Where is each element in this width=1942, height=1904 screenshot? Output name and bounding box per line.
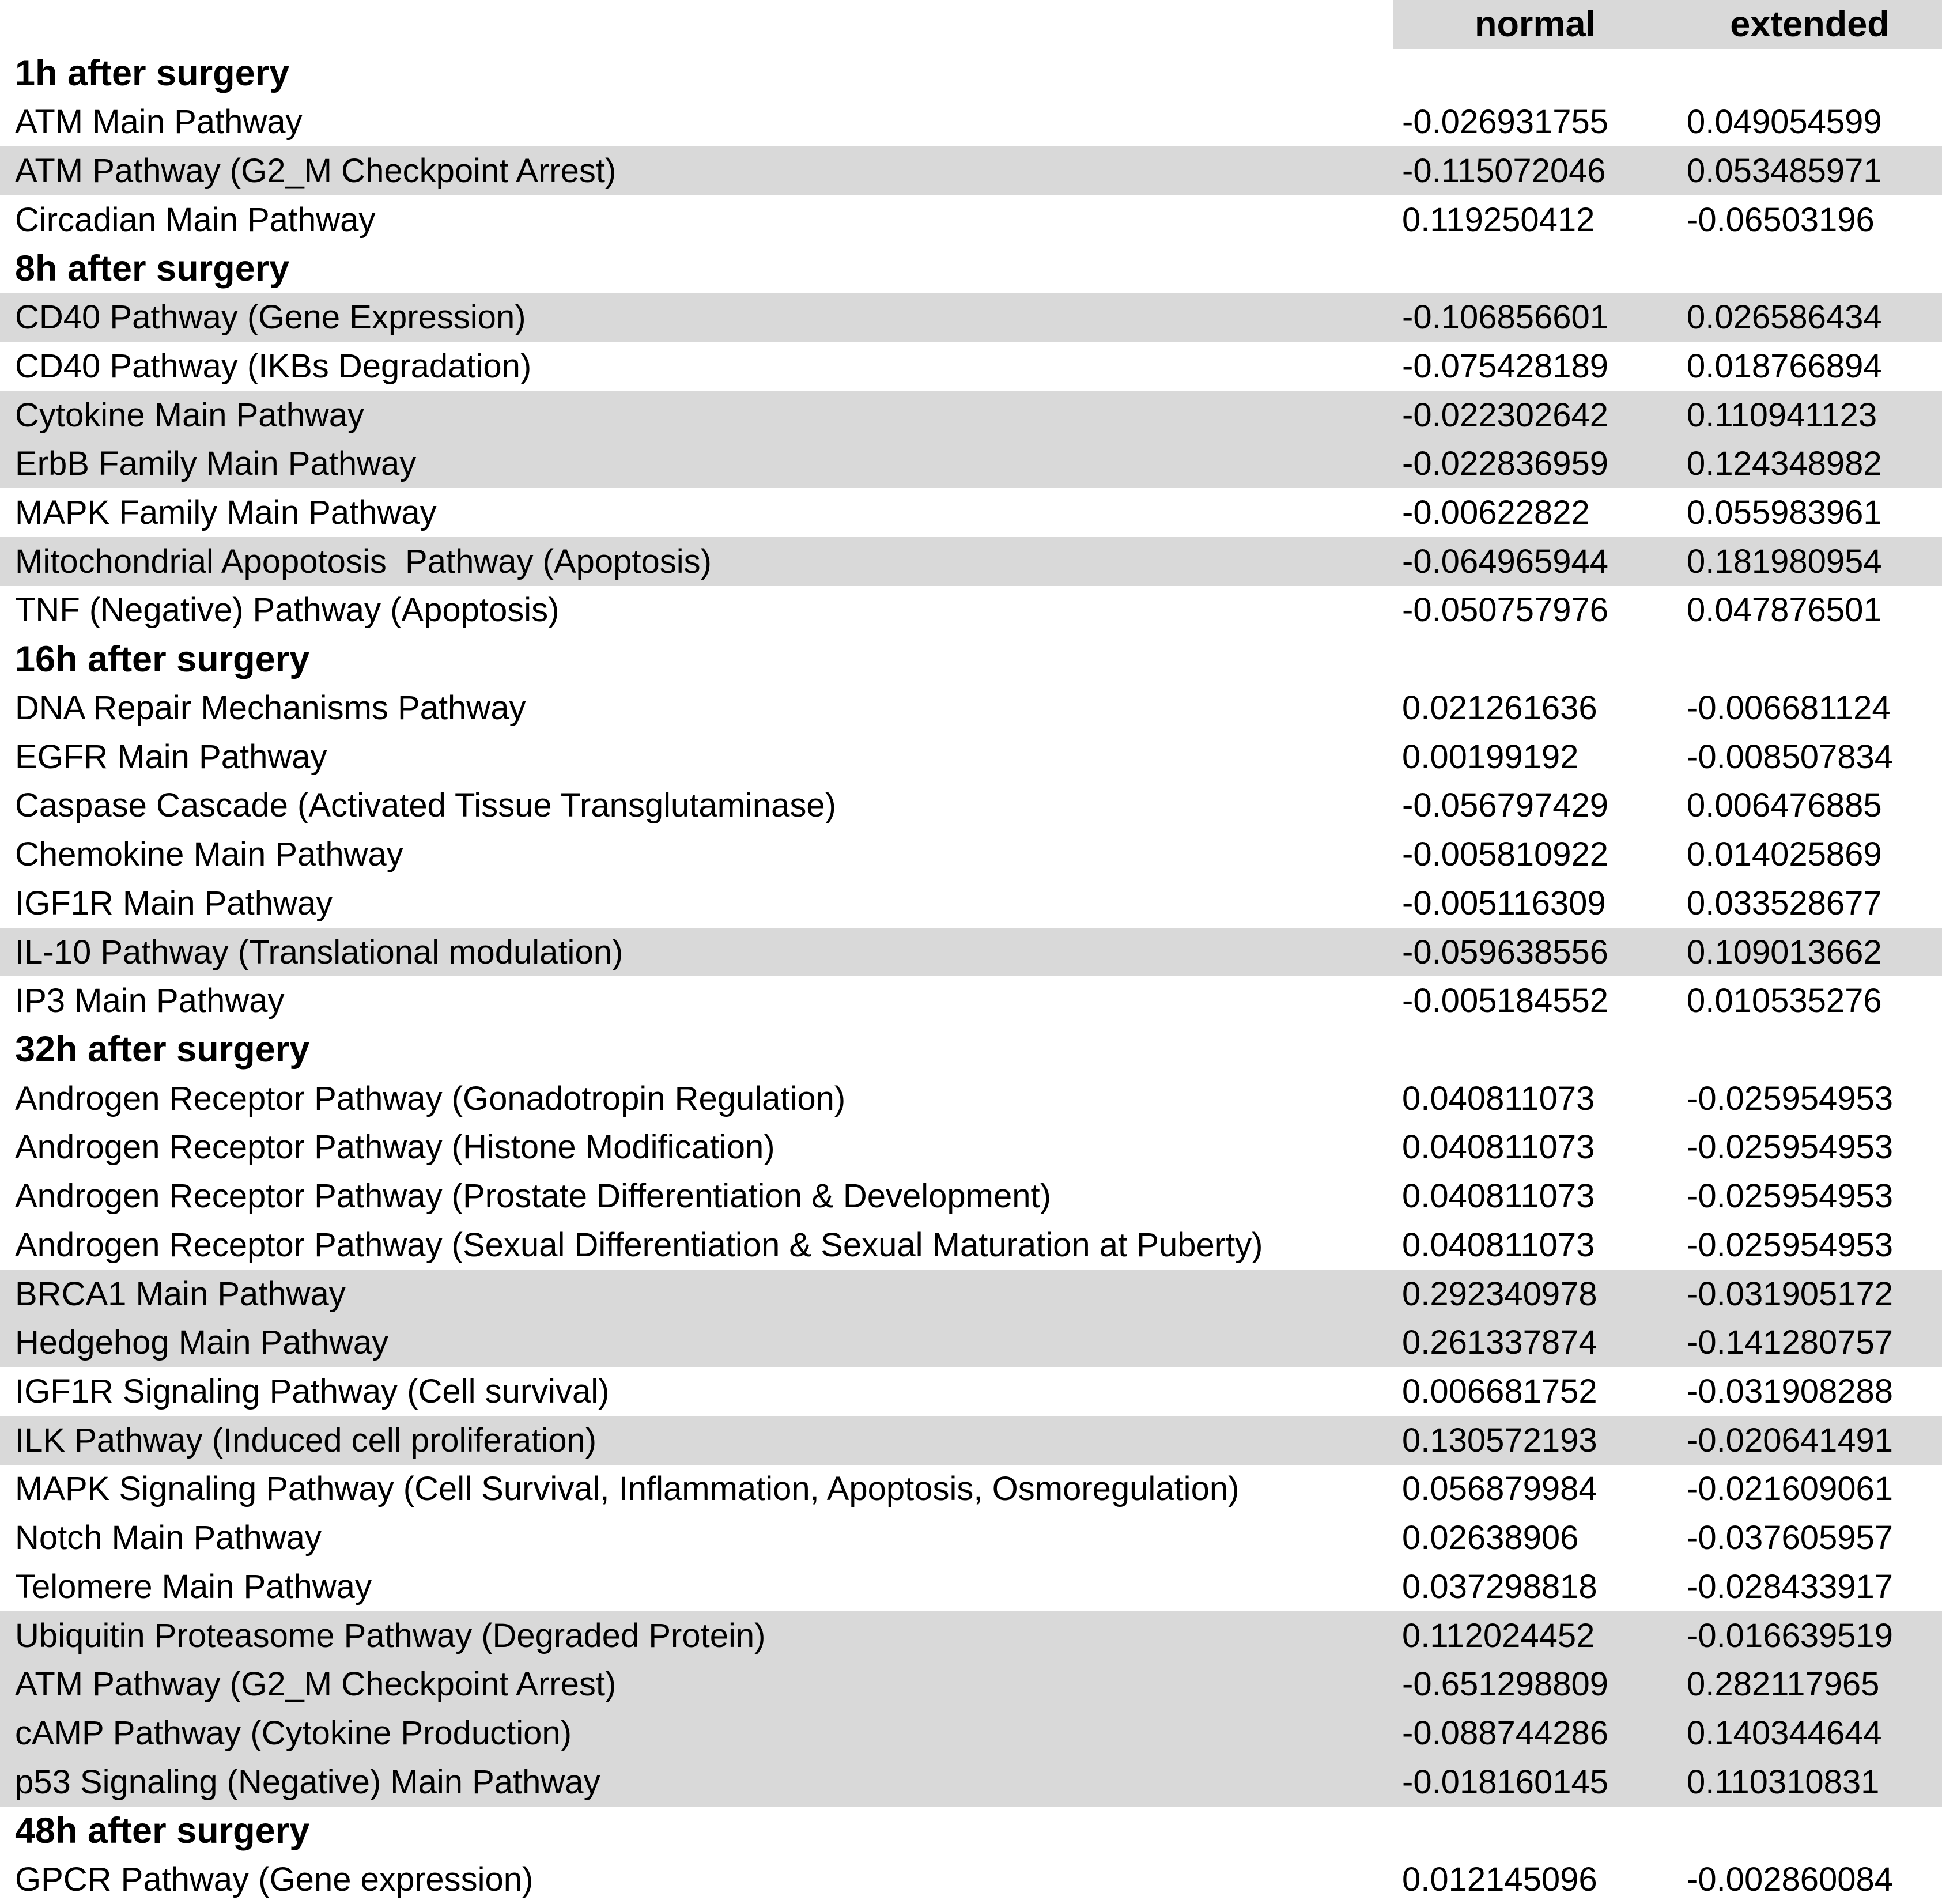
extended-value: -0.020641491 (1687, 1421, 1893, 1459)
extended-value: 0.018766894 (1687, 347, 1882, 385)
normal-value: 0.056879984 (1402, 1470, 1597, 1508)
extended-value: 0.181980954 (1687, 542, 1882, 580)
pathway-name: ATM Main Pathway (15, 103, 303, 141)
table-row (0, 1074, 1942, 1123)
normal-value: -0.056797429 (1402, 787, 1608, 825)
normal-value: -0.075428189 (1402, 347, 1608, 385)
normal-value: -0.050757976 (1402, 591, 1608, 629)
extended-value: 0.055983961 (1687, 494, 1882, 532)
normal-value: -0.005810922 (1402, 836, 1608, 874)
normal-value: 0.112024452 (1402, 1616, 1595, 1654)
pathway-name: Cytokine Main Pathway (15, 396, 365, 434)
normal-value: -0.022836959 (1402, 445, 1608, 483)
pathway-name: Caspase Cascade (Activated Tissue Transglutaminase) (15, 787, 836, 825)
normal-value: -0.026931755 (1402, 103, 1608, 141)
table-row (0, 146, 1942, 195)
table-row (0, 928, 1942, 977)
extended-value: -0.031905172 (1687, 1275, 1893, 1313)
pathway-name: p53 Signaling (Negative) Main Pathway (15, 1763, 600, 1801)
normal-value: 0.119250412 (1402, 201, 1595, 239)
table-row (0, 1562, 1942, 1611)
extended-value: -0.025954953 (1687, 1177, 1893, 1215)
pathway-name: IL-10 Pathway (Translational modulation) (15, 933, 624, 971)
extended-value: 0.053485971 (1687, 152, 1882, 190)
normal-value: 0.040811073 (1402, 1079, 1595, 1117)
table-body (0, 49, 1942, 1904)
table-row (0, 1172, 1942, 1221)
extended-value: -0.006681124 (1687, 689, 1891, 727)
extended-value: 0.282117965 (1687, 1665, 1880, 1703)
section-header-row (0, 1025, 1942, 1074)
table-row (0, 488, 1942, 537)
pathway-name: BRCA1 Main Pathway (15, 1275, 346, 1313)
extended-value: 0.110310831 (1687, 1763, 1880, 1801)
extended-value: -0.025954953 (1687, 1128, 1893, 1166)
extended-value: -0.016639519 (1687, 1616, 1893, 1654)
normal-value: 0.02638906 (1402, 1519, 1579, 1557)
table-row (0, 781, 1942, 830)
extended-value: -0.037605957 (1687, 1519, 1893, 1557)
table-row (0, 195, 1942, 244)
pathway-name: IP3 Main Pathway (15, 982, 285, 1020)
extended-value: 0.124348982 (1687, 445, 1882, 483)
section-title: 32h after surgery (15, 1029, 310, 1070)
extended-value: 0.047876501 (1687, 591, 1882, 629)
extended-value: -0.025954953 (1687, 1226, 1893, 1264)
pathway-name: EGFR Main Pathway (15, 738, 327, 776)
normal-value: -0.00622822 (1402, 494, 1590, 532)
pathway-name: IGF1R Main Pathway (15, 884, 333, 922)
extended-value: -0.141280757 (1687, 1324, 1893, 1362)
extended-value: 0.006476885 (1687, 787, 1882, 825)
normal-value: 0.012145096 (1402, 1861, 1597, 1899)
table-row (0, 293, 1942, 342)
table-row (0, 1416, 1942, 1465)
normal-value: -0.059638556 (1402, 933, 1608, 971)
table-row (0, 586, 1942, 635)
pathway-name: GPCR Pathway (Gene expression) (15, 1861, 534, 1899)
table-row (0, 683, 1942, 732)
pathway-name: ILK Pathway (Induced cell proliferation) (15, 1421, 597, 1459)
pathway-name: Circadian Main Pathway (15, 201, 376, 239)
table-row (0, 439, 1942, 488)
pathway-name: DNA Repair Mechanisms Pathway (15, 689, 526, 727)
table-row (0, 830, 1942, 879)
extended-value: 0.033528677 (1687, 884, 1882, 922)
extended-value: 0.109013662 (1687, 933, 1882, 971)
pathway-name: ATM Pathway (G2_M Checkpoint Arrest) (15, 1665, 617, 1703)
extended-value: 0.140344644 (1687, 1714, 1882, 1752)
normal-value: 0.261337874 (1402, 1324, 1597, 1362)
normal-value: -0.018160145 (1402, 1763, 1608, 1801)
normal-value: -0.106856601 (1402, 299, 1608, 337)
normal-value: 0.006681752 (1402, 1372, 1597, 1410)
pathway-name: Telomere Main Pathway (15, 1567, 372, 1605)
table-row (0, 97, 1942, 146)
extended-value: -0.031908288 (1687, 1372, 1893, 1410)
section-header-row (0, 49, 1942, 98)
table-row (0, 1221, 1942, 1270)
normal-value: -0.005184552 (1402, 982, 1608, 1020)
table-row (0, 1855, 1942, 1904)
pathway-name: Androgen Receptor Pathway (Gonadotropin Regulation) (15, 1079, 846, 1117)
normal-value: -0.115072046 (1402, 152, 1606, 190)
pathway-name: ATM Pathway (G2_M Checkpoint Arrest) (15, 152, 617, 190)
table-row (0, 1270, 1942, 1319)
pathway-name: Ubiquitin Proteasome Pathway (Degraded Protein) (15, 1616, 766, 1654)
normal-value: 0.130572193 (1402, 1421, 1597, 1459)
normal-value: 0.021261636 (1402, 689, 1597, 727)
normal-value: 0.00199192 (1402, 738, 1579, 776)
pathway-name: IGF1R Signaling Pathway (Cell survival) (15, 1372, 610, 1410)
table-row (0, 537, 1942, 586)
extended-value: 0.014025869 (1687, 836, 1882, 874)
table-row (0, 1465, 1942, 1514)
section-header-row (0, 1807, 1942, 1856)
normal-value: -0.651298809 (1402, 1665, 1608, 1703)
pathway-name: Hedgehog Main Pathway (15, 1324, 389, 1362)
section-title: 1h after surgery (15, 53, 290, 94)
pathway-name: CD40 Pathway (IKBs Degradation) (15, 347, 532, 385)
pathway-name: MAPK Signaling Pathway (Cell Survival, Inflammation, Apoptosis, Osmoregulation) (15, 1470, 1240, 1508)
normal-value: -0.064965944 (1402, 542, 1608, 580)
table-row (0, 1367, 1942, 1416)
section-title: 16h after surgery (15, 639, 310, 679)
normal-value: -0.088744286 (1402, 1714, 1608, 1752)
extended-value: 0.049054599 (1687, 103, 1882, 141)
section-title: 48h after surgery (15, 1810, 310, 1851)
table-row (0, 976, 1942, 1025)
table-row (0, 1758, 1942, 1807)
pathway-name: MAPK Family Main Pathway (15, 494, 437, 532)
normal-value: -0.005116309 (1402, 884, 1606, 922)
section-title: 8h after surgery (15, 248, 290, 289)
extended-value: 0.110941123 (1687, 396, 1877, 434)
normal-value: -0.022302642 (1402, 396, 1608, 434)
pathway-name: Androgen Receptor Pathway (Histone Modification) (15, 1128, 775, 1166)
table-row (0, 1513, 1942, 1562)
extended-value: -0.028433917 (1687, 1567, 1893, 1605)
table-row (0, 391, 1942, 440)
pathway-name: Notch Main Pathway (15, 1519, 322, 1557)
table-row (0, 1611, 1942, 1660)
pathway-name: Chemokine Main Pathway (15, 836, 403, 874)
pathway-name: Mitochondrial Apopotosis Pathway (Apoptosis) (15, 542, 712, 580)
column-header-extended: extended (1677, 0, 1942, 49)
pathway-name: Androgen Receptor Pathway (Sexual Differentiation & Sexual Maturation at Puberty) (15, 1226, 1263, 1264)
table-row (0, 879, 1942, 928)
extended-value: 0.026586434 (1687, 299, 1882, 337)
table-row (0, 732, 1942, 781)
table-row (0, 342, 1942, 391)
section-header-row (0, 244, 1942, 293)
table-row (0, 1318, 1942, 1367)
pathway-name: ErbB Family Main Pathway (15, 445, 417, 483)
section-header-row (0, 634, 1942, 683)
normal-value: 0.037298818 (1402, 1567, 1597, 1605)
pathway-name: CD40 Pathway (Gene Expression) (15, 299, 526, 337)
table-row (0, 1123, 1942, 1172)
extended-value: -0.002860084 (1687, 1861, 1893, 1899)
extended-value: -0.025954953 (1687, 1079, 1893, 1117)
table-row (0, 1709, 1942, 1758)
normal-value: 0.040811073 (1402, 1128, 1595, 1166)
pathway-name: TNF (Negative) Pathway (Apoptosis) (15, 591, 560, 629)
normal-value: 0.292340978 (1402, 1275, 1597, 1313)
normal-value: 0.040811073 (1402, 1177, 1595, 1215)
extended-value: -0.021609061 (1687, 1470, 1893, 1508)
extended-value: 0.010535276 (1687, 982, 1882, 1020)
pathway-name: Androgen Receptor Pathway (Prostate Differentiation & Development) (15, 1177, 1051, 1215)
table-header-row (0, 0, 1942, 49)
pathway-name: cAMP Pathway (Cytokine Production) (15, 1714, 572, 1752)
normal-value: 0.040811073 (1402, 1226, 1595, 1264)
extended-value: -0.06503196 (1687, 201, 1875, 239)
extended-value: -0.008507834 (1687, 738, 1893, 776)
table-row (0, 1660, 1942, 1709)
column-header-normal: normal (1393, 0, 1677, 49)
